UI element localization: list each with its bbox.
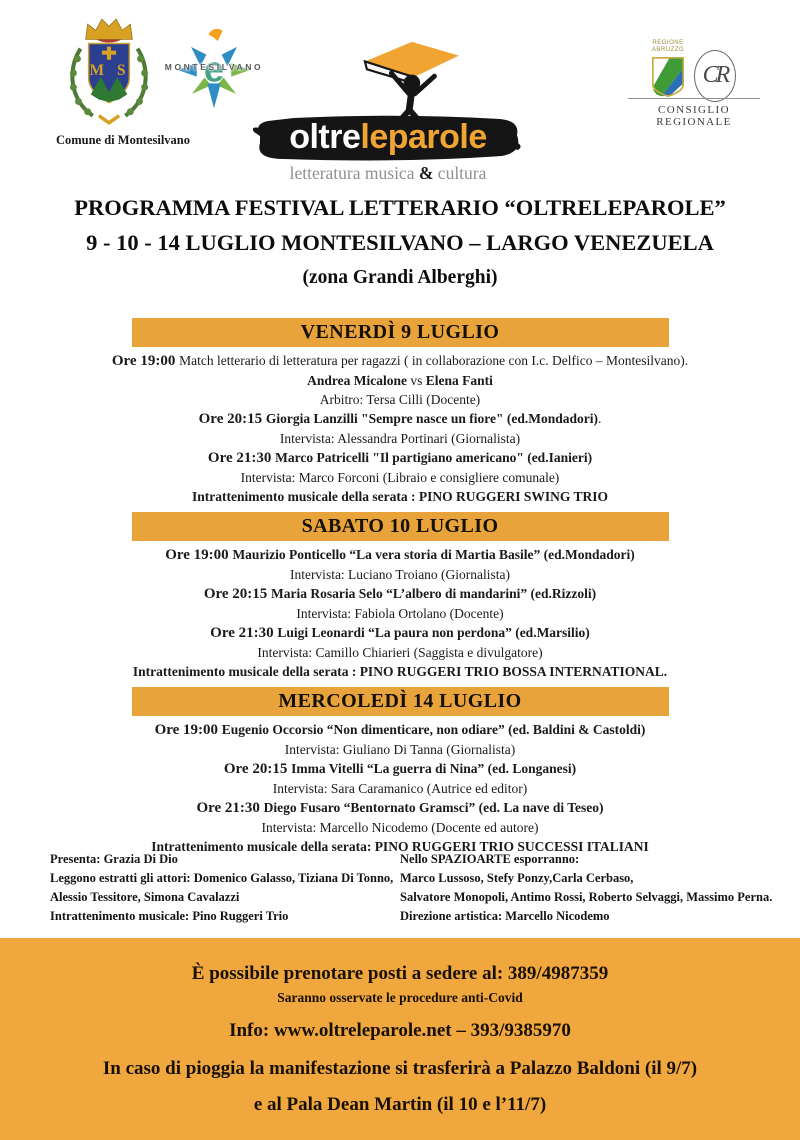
credit-line: Intrattenimento musicale: Pino Ruggeri Trio — [50, 909, 289, 923]
credit-line: Salvatore Monopoli, Antimo Rossi, Roberto Selvaggi, Massimo Perna. — [400, 890, 773, 904]
program-row — [0, 662, 800, 681]
day-banner: SABATO 10 LUGLIO — [132, 512, 669, 541]
event-time: Ore 20:15 — [198, 411, 266, 427]
program-text: . — [597, 411, 602, 426]
event-time: Ore 19:00 — [111, 353, 180, 369]
title-line3: (zona Grandi Alberghi) — [302, 267, 498, 288]
credit-line: Nello SPAZIOARTE esporranno: — [400, 852, 580, 866]
day-section — [0, 512, 800, 681]
program-text: Diego Fusaro “Bentornato Gramsci” (ed. La nave di Teseo) — [263, 800, 604, 815]
program-row — [0, 779, 800, 798]
program-text: Arbitro: Tersa Cilli (Docente) — [319, 392, 481, 407]
event-time: Ore 21:30 — [210, 625, 278, 641]
poster-title — [0, 190, 800, 295]
credits-left-column — [50, 850, 395, 926]
program-row — [0, 545, 800, 565]
crest-letter-m: M — [89, 62, 104, 80]
program-text: Intrattenimento musicale della serata : PINO RUGGERI TRIO BOSSA INTERNATIONAL. — [132, 664, 668, 679]
program-text: Marco Patricelli "Il partigiano americano" (ed.Ianieri) — [275, 450, 593, 465]
credit-line: Direzione artistica: Marcello Nicodemo — [400, 909, 610, 923]
program-row — [0, 740, 800, 759]
program-text: Intervista: Luciano Troiano (Giornalista) — [289, 567, 511, 582]
program-row — [0, 448, 800, 468]
brand-subtitle-post: cultura — [433, 163, 487, 183]
event-time: Ore 20:15 — [223, 761, 292, 777]
comune-crest-logo — [60, 14, 158, 132]
regione-line1: REGIONE — [652, 40, 684, 46]
rain-plan-line2: e al Pala Dean Martin (il 10 e l’11/7) — [253, 1094, 547, 1115]
program-text: Intrattenimento musicale della serata : PINO RUGGERI SWING TRIO — [192, 489, 608, 504]
credit-line: Marco Lussoso, Stefy Ponzy,Carla Cerbaso, — [400, 871, 634, 885]
contact-info: Info: www.oltreleparole.net – 393/9385970 — [229, 1020, 571, 1041]
regione-line2: ABRUZZO — [651, 47, 685, 53]
program-text: Elena Fanti — [425, 373, 493, 388]
cr-monogram — [694, 50, 736, 102]
abruzzo-shield-icon — [652, 56, 684, 98]
program-text: Intrattenimento musicale della serata: PINO RUGGERI TRIO SUCCESSI ITALIANI — [151, 839, 649, 854]
program-text: Intervista: Alessandra Portinari (Giornalista) — [279, 431, 521, 446]
program-row — [0, 643, 800, 662]
rain-plan-line1: In caso di pioggia la manifestazione si trasferirà a Palazzo Baldoni (il 9/7) — [102, 1058, 698, 1079]
event-time: Ore 19:00 — [154, 722, 222, 738]
program-text: Andrea Micalone — [307, 373, 407, 388]
day-section — [0, 318, 800, 506]
program-row — [0, 351, 800, 371]
program-text: Intervista: Marcello Nicodemo (Docente ed autore) — [261, 820, 539, 835]
program-row — [0, 623, 800, 643]
montesilvano-wordmark: MONTESILVANO — [164, 62, 264, 72]
credit-line: Leggono estratti gli attori: Domenico Galasso, Tiziana Di Tonno, — [50, 871, 394, 885]
credit-line: Presenta: Grazia Di Dio — [50, 852, 178, 866]
covid-notice: Saranno osservate le procedure anti-Covid — [277, 990, 523, 1005]
comune-caption: Comune di Montesilvano — [55, 133, 191, 147]
brand-subtitle-pre: letteratura musica — [289, 163, 419, 183]
program-text: Intervista: Camillo Chiarieri (Saggista e divulgatore) — [257, 645, 543, 660]
consiglio-regionale-caption: CONSIGLIO REGIONALE — [628, 98, 760, 128]
program-text: Intervista: Fabiola Ortolano (Docente) — [296, 606, 504, 621]
program-text: Match letterario di letteratura per ragazzi ( in collaborazione con I.c. Delfico – Montesilvano). — [179, 353, 689, 368]
program-text: Intervista: Marco Forconi (Libraio e consigliere comunale) — [240, 470, 560, 485]
program-row — [0, 818, 800, 837]
brand-wordmark — [252, 112, 524, 164]
brand-subtitle-amp: & — [418, 163, 434, 183]
program-row — [0, 390, 800, 409]
program-row — [0, 429, 800, 448]
title-line1: PROGRAMMA FESTIVAL LETTERARIO “OLTRELEPAROLE” — [74, 195, 726, 220]
brand-part-leparole: leparole — [360, 118, 487, 156]
program-row — [0, 565, 800, 584]
credit-line: Alessio Tessitore, Simona Cavalazzi — [50, 890, 240, 904]
program-text: Imma Vitelli “La guerra di Nina” (ed. Longanesi) — [291, 761, 577, 776]
program-text: Giorgia Lanzilli "Sempre nasce un fiore" (ed.Mondadori) — [265, 411, 598, 426]
program-row — [0, 371, 800, 390]
crest-letter-s: S — [116, 62, 126, 80]
program-text: Luigi Leonardi “La paura non perdona” (ed.Marsilio) — [277, 625, 590, 640]
event-time: Ore 21:30 — [207, 450, 276, 466]
regione-abruzzo-caption — [645, 40, 691, 54]
program-sections — [0, 318, 800, 856]
program-row — [0, 487, 800, 506]
program-text: Intervista: Giuliano Di Tanna (Giornalista) — [284, 742, 516, 757]
event-time: Ore 20:15 — [203, 586, 272, 602]
day-banner: MERCOLEDÌ 14 LUGLIO — [132, 687, 669, 716]
star-center-letter: e — [203, 48, 225, 90]
program-text: Maria Rosaria Selo “L’albero di mandarini” (ed.Rizzoli) — [271, 586, 597, 601]
program-row — [0, 468, 800, 487]
day-banner: VENERDÌ 9 LUGLIO — [132, 318, 669, 347]
program-text: Eugenio Occorsio “Non dimenticare, non odiare” (ed. Baldini & Castoldi) — [221, 722, 646, 737]
program-row — [0, 409, 800, 429]
title-line2: 9 - 10 - 14 LUGLIO MONTESILVANO – LARGO VENEZUELA — [86, 230, 714, 255]
event-time: Ore 19:00 — [165, 547, 233, 563]
program-text: Intervista: Sara Caramanico (Autrice ed editor) — [272, 781, 528, 796]
credits-right-column — [400, 850, 775, 926]
program-row — [0, 584, 800, 604]
program-row — [0, 759, 800, 779]
program-row — [0, 720, 800, 740]
brand-subtitle — [242, 163, 534, 184]
event-time: Ore 21:30 — [196, 800, 264, 816]
program-text: Maurizio Ponticello “La vera storia di Martia Basile” (ed.Mondadori) — [232, 547, 635, 562]
program-row — [0, 604, 800, 623]
footer-banner — [0, 938, 800, 1140]
brand-part-oltre: oltre — [289, 118, 361, 156]
booking-info: È possibile prenotare posti a sedere al: 389/4987359 — [191, 963, 609, 984]
day-section — [0, 687, 800, 856]
cr-monogram-letters: CR — [702, 62, 728, 88]
program-row — [0, 798, 800, 818]
program-text: vs — [406, 373, 426, 388]
